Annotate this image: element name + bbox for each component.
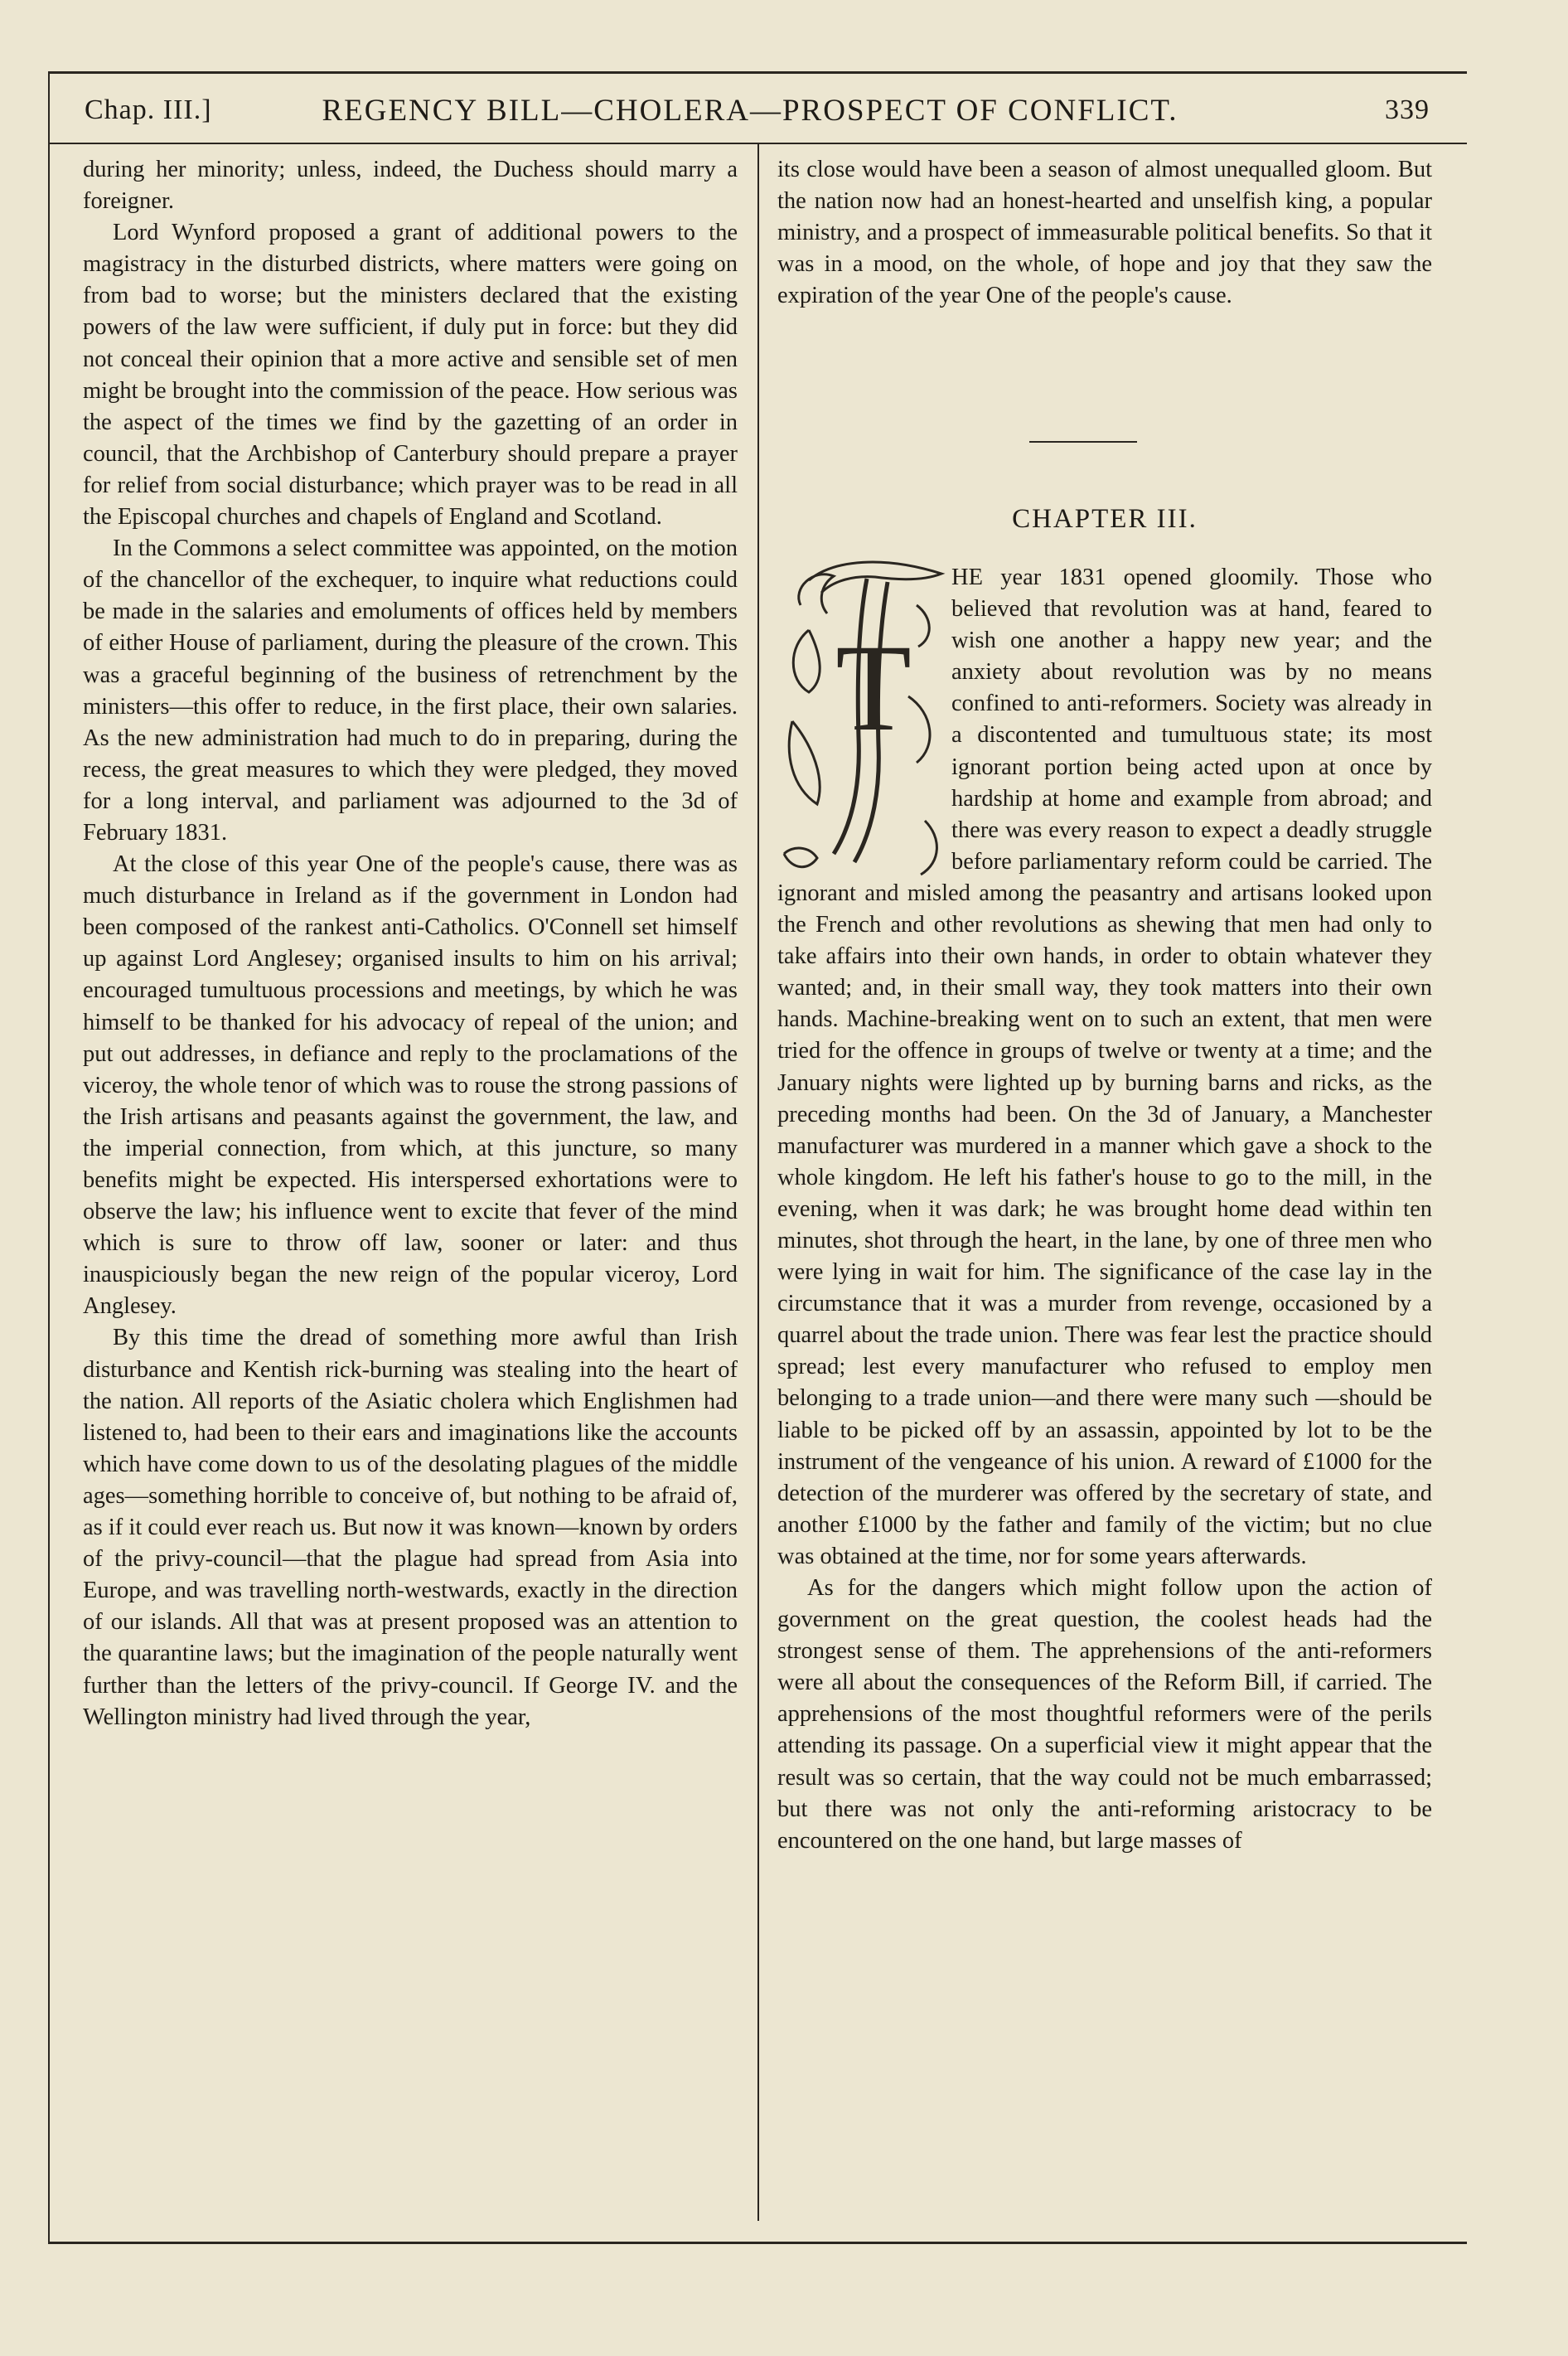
- page-number: 339: [1385, 95, 1430, 125]
- header-title: REGENCY BILL—CHOLERA—PROSPECT OF CONFLICT.: [322, 94, 1178, 128]
- frame-bottom-rule: [48, 2242, 1467, 2244]
- right-column-top: [777, 154, 1432, 312]
- paragraph: during her minority; unless, indeed, the Duchess should marry a foreigner.: [83, 157, 738, 215]
- section-divider: [1029, 441, 1137, 443]
- paragraph: At the close of this year One of the people's cause, there was as much disturbance in Ireland as if the government in London had been composed of the rankest anti-Catholics. O'Connell set himself up against Lord Anglesey; organised insults to him on his arrival; encouraged tumultuous processions and meetings, by which he was himself to be thanked for his advocacy of repeal of the union; and put out addresses, in defiance and reply to the proclamations of the viceroy, the whole tenor of which was to rouse the strong passions of the Irish artisans and peasants against the government, the law, and the imperial connection, from which, at this juncture, so many benefits might be expected. His interspersed exhortations were to observe the law; his influence went to excite that fever of the mind which is sure to throw off law, sooner or later: and thus inauspiciously began the new reign of the popular viceroy, Lord Anglesey.: [83, 851, 738, 1320]
- header-chapter: Chap. III.]: [85, 95, 212, 125]
- paragraph: Lord Wynford proposed a grant of additional powers to the magistracy in the disturbed districts, where matters were going on from bad to worse; but the ministers declared that the existing powers of the law were sufficient, if duly put in force: but they did not conceal their opinion that a more active and sensible set of men might be brought into the commission of the peace. How serious was the aspect of the times we find by the gazetting of an order in council, that the Archbishop of Canterbury should prepare a prayer for relief from social disturbance; which prayer was to be read in all the Episcopal churches and chapels of England and Scotland.: [83, 220, 738, 531]
- paragraph: In the Commons a select committee was appointed, on the motion of the chancellor of the exchequer, to inquire what reductions could be made in the salaries and emoluments of offices held by members of either House of parliament, during the pleasure of the crown. This was a graceful beginning of the business of retrenchment by the ministers—this offer to reduce, in the first place, their own salaries. As the new administration had much to do in preparing, during the recess, the great measures to which they were pledged, they moved for a long interval, and parliament was adjourned to the 3d of February 1831.: [83, 536, 738, 846]
- chapter-opening-text: HE year 1831 opened gloomily. Those who believed that revolution was at hand, feared to wish one another a happy new year; and the anxiety about revolution was by no means confined to anti-reformers. Society was already in a discontented and tumultuous state; its most ignorant portion being acted upon at once by hardship at home and example from abroad; and there was every reason to expect a deadly struggle before parliamentary reform could be carried. The ignorant and misled among the peasantry and artisans looked upon the French and other revolutions as shewing that men had only to take affairs into their own hands, in order to obtain whatever they wanted; and, in their small way, they took matters into their own hands. Machine-breaking went on to such an extent, that men were tried for the offence in groups of twelve or twenty at a time; and the January nights were lighted up by burning barns and ricks, as the preceding months had been. On the 3d of January, a Manchester manufacturer was murdered in a manner which gave a shock to the whole kingdom. He left his father's house to go to the mill, in the evening, when it was dark; he was brought home dead within ten minutes, shot through the heart, in the lane, by one of three men who were lying in wait for him. The significance of the case lay in the circumstance that it was a murder from revenge, occasioned by a quarrel about the trade union. There was fear lest the practice should spread; lest every manufacturer who refused to employ men belonging to a trade union—and there were many such —should be liable to be picked off by an assassin, appointed by lot to be the instrument of the vengeance of his union. A reward of £1000 for the detection of the murderer was offered by the secretary of state, and another £1000 by the father and family of the victim; but no clue was obtained at the time, nor for some years afterwards.: [777, 565, 1432, 1569]
- chapter-heading: CHAPTER III.: [1012, 504, 1198, 534]
- paragraph: By this time the dread of something more awful than Irish disturbance and Kentish rick-burning was stealing into the heart of the nation. All reports of the Asiatic cholera which Englishmen had listened to, had been to their ears and imaginations like the accounts which have come down to us of the desolating plagues of the middle ages—something horrible to conceive of, but nothing to be afraid of, as if it could ever reach us. But now it was known—known by orders of the privy-council—that the plague had spread from Asia into Europe, and was travelling north-westwards, exactly in the direction of our islands. All that was at present proposed was an attention to the quarantine laws; but the imagination of the people naturally went further than the letters of the privy-council. If George IV. and the Wellington ministry had lived through the year,: [83, 1325, 738, 1730]
- right-column-chapter-body: [777, 562, 1432, 1857]
- left-column: [83, 154, 738, 1733]
- drop-cap-spacer: [777, 562, 951, 877]
- frame-left-rule: [48, 71, 50, 2243]
- paragraph: [777, 562, 1432, 1573]
- column-divider: [757, 144, 759, 2221]
- paragraph: As for the dangers which might follow upon the action of government on the great question, the coolest heads had the strongest sense of them. The apprehensions of the anti-reformers were all about the consequences of the Reform Bill, if carried. The apprehensions of the most thoughtful reformers were of the perils attending its passage. On a superficial view it might appear that the result was so certain, that the way could not be much embarrassed; but there was not only the anti-reforming aristocracy to be encountered on the one hand, but large masses of: [777, 1575, 1432, 1854]
- drop-cap-letter: T: [835, 619, 912, 757]
- frame-top-rule: [48, 71, 1467, 74]
- running-header: [50, 86, 1450, 144]
- paragraph: its close would have been a season of almost unequalled gloom. But the nation now had an honest-hearted and unselfish king, a popular ministry, and a prospect of immeasurable political benefits. So that it was in a mood, on the whole, of hope and joy that they saw the expiration of the year One of the people's cause.: [777, 157, 1432, 309]
